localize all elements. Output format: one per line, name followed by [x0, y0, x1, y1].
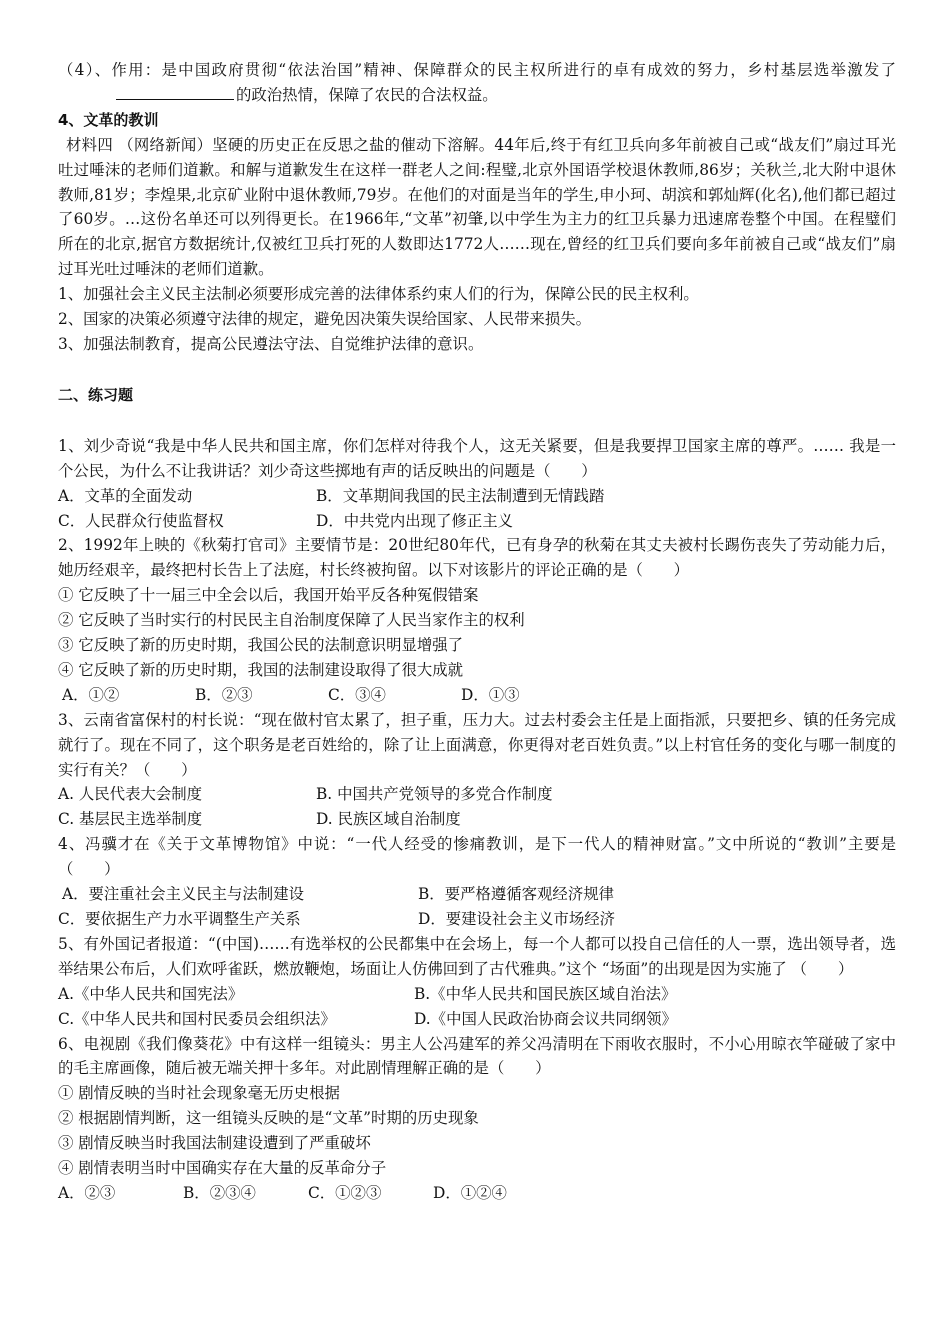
lesson-item: 2、国家的决策必须遵守法律的规定，避免因决策失误给国家、人民带来损失。	[58, 310, 592, 329]
option-c: C. 基层民主选举制度	[58, 810, 203, 829]
option-d: D．要建设社会主义市场经济	[418, 910, 616, 928]
question-6-stem: 6、电视剧《我们像葵花》中有这样一组镜头：男主人公冯建军的养父冯清明在下雨收衣服时，不小心用晾衣竿碰破了家中的毛主席画像，随后被无端关押十多年。对此剧情理解正确的是（ ）	[58, 1034, 896, 1078]
option-c: C．①②③	[308, 1183, 382, 1202]
question-5-options-row-1	[58, 982, 896, 1007]
option-a: A．①②	[62, 685, 120, 704]
question-3-options-row-1	[58, 782, 896, 807]
statement-1: ① 它反映了十一届三中全会以后，我国开始平反各种冤假错案	[58, 586, 479, 605]
statement-3: ③ 剧情反映当时我国法制建设遭到了严重破坏	[58, 1134, 371, 1153]
statement-4: ④ 剧情表明当时中国确实存在大量的反革命分子	[58, 1159, 387, 1178]
statement-3: ③ 它反映了新的历史时期，我国公民的法制意识明显增强了	[58, 636, 464, 655]
option-d: D. 民族区域自治制度	[316, 810, 461, 829]
question-6-options	[58, 1181, 896, 1206]
option-a: A．文革的全面发动	[58, 486, 193, 505]
lesson-item: 3、加强法制教育，提高公民遵法守法、自觉维护法律的意识。	[58, 334, 484, 353]
section4-heading: 4、文革的教训	[58, 110, 159, 129]
option-d: D．①②④	[433, 1183, 507, 1202]
question-2-stem: 2、1992年上映的《秋菊打官司》主要情节是：20世纪80年代，已有身孕的秋菊在其丈夫被村长踢伤丧失了劳动能力后，她历经艰辛，最终把村长告上了法庭，村长终被拘留。以下对该影片的评论正确的是（ ）	[58, 536, 896, 580]
option-a: A．要注重社会主义民主与法制建设	[62, 885, 304, 904]
option-c: C．要依据生产力水平调整生产关系	[58, 910, 301, 928]
statement-4: ④ 它反映了新的历史时期，我国的法制建设取得了很大成就	[58, 660, 464, 679]
item4-suffix: 的政治热情，保障了农民的合法权益。	[236, 85, 498, 104]
question-2-options	[58, 683, 896, 708]
option-b: B.《中华人民共和国民族区域自治法》	[414, 984, 677, 1003]
option-c: C．③④	[328, 685, 386, 704]
option-b: B．文革期间我国的民主法制遭到无情践踏	[316, 486, 605, 505]
question-4-options-row-2	[58, 907, 896, 932]
item4-prefix: （4）、作用：是中国政府贯彻“依法治国”精神、保障群众的民主权所进行的卓有成效的努力，乡村基层选举激发了	[58, 61, 896, 79]
option-d: D．①③	[461, 685, 520, 704]
question-1-options-row-1	[58, 484, 896, 509]
question-3-stem: 3、云南省富保村的村长说：“现在做村官太累了，担子重，压力大。过去村委会主任是上面指派，只要把乡、镇的任务完成就行了。现在不同了，这个职务是老百姓给的，除了让上面满意，你更得对老百姓负责。”以上村官任务的变化与哪一制度的实行有关？（ ）	[58, 710, 896, 779]
question-1-stem: 1、刘少奇说“我是中华人民共和国主席，你们怎样对待我个人，这无关紧要，但是我要捍卫国家主席的尊严。…… 我是一个公民，为什么不让我讲话？刘少奇这些掷地有声的话反映出的问题是（ ）	[58, 436, 896, 480]
question-5-stem: 5、有外国记者报道：“(中国)……有选举权的公民都集中在会场上，每一个人都可以投自己信任的人一票，选出领导者，选举结果公布后，人们欢呼雀跃，燃放鞭炮，场面让人仿佛回到了古代雅典。”这个 “场面”的出现是因为实施了 （ ）	[58, 934, 896, 978]
question-3-options-row-2	[58, 807, 896, 832]
statement-2: ② 它反映了当时实行的村民民主自治制度保障了人民当家作主的权利	[58, 611, 525, 630]
option-b: B. 中国共产党领导的多党合作制度	[316, 785, 553, 804]
question-4-stem: 4、冯骥才在《关于文革博物馆》中说：“一代人经受的惨痛教训，是下一代人的精神财富。”文中所说的“教训”主要是（ ）	[58, 835, 896, 879]
option-d: D.《中国人民政治协商会议共同纲领》	[414, 1009, 677, 1028]
statement-1: ① 剧情反映的当时社会现象毫无历史根据	[58, 1084, 340, 1103]
option-d: D．中共党内出现了修正主义	[316, 511, 514, 530]
option-b: B．②③	[195, 685, 253, 704]
option-a: A. 人民代表大会制度	[58, 785, 203, 804]
item4-paragraph	[58, 58, 896, 108]
option-c: C.《中华人民共和国村民委员会组织法》	[58, 1009, 336, 1028]
fill-in-blank	[116, 85, 234, 100]
option-a: A．②③	[58, 1183, 116, 1202]
question-4-options-row-1	[58, 882, 896, 907]
document-page	[58, 58, 896, 1206]
lesson-item: 1、加强社会主义民主法制必须要形成完善的法律体系约束人们的行为，保障公民的民主权利。	[58, 285, 699, 304]
material-four: 材料四 （网络新闻）坚硬的历史正在反思之盐的催动下溶解。44年后,终于有红卫兵向多年前被自己或“战友们”扇过耳光吐过唾沫的老师们道歉。和解与道歉发生在这样一群老人之间:程璧,北京外国语学校退休教师,86岁；关秋兰,北大附中退休教师,81岁；李煌果,北京矿业附中退休教师,79岁。在他们的对面是当年的学生,申小珂、胡滨和郭灿辉(化名),他们都已超过了60岁。…这份名单还可以列得更长。在1966年,“文革”初肇,以中学生为主力的红卫兵暴力迅速席卷整个中国。在程璧们所在的北京,据官方数据统计,仅被红卫兵打死的人数即达1772人……现在,曾经的红卫兵们要向多年前被自己或“战友们”扇过耳光吐过唾沫的老师们道歉。	[58, 135, 896, 279]
exercises-heading: 二、练习题	[58, 385, 134, 404]
statement-2: ② 根据剧情判断，这一组镜头反映的是“文革”时期的历史现象	[58, 1109, 479, 1128]
question-1-options-row-2	[58, 509, 896, 534]
option-c: C．人民群众行使监督权	[58, 511, 224, 530]
option-a: A.《中华人民共和国宪法》	[58, 984, 244, 1003]
option-b: B．②③④	[183, 1183, 256, 1202]
option-b: B．要严格遵循客观经济规律	[418, 885, 614, 904]
question-5-options-row-2	[58, 1007, 896, 1032]
